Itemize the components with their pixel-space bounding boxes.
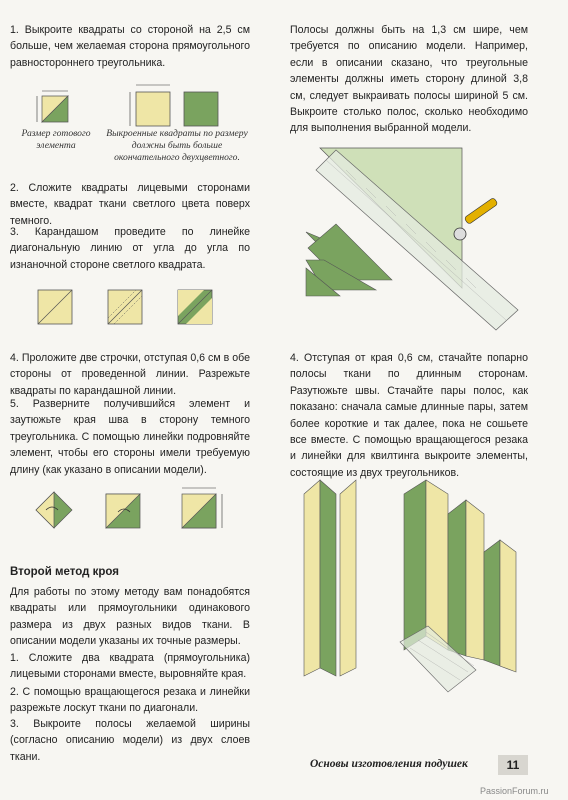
- footer-title: Основы изготовления подушек: [310, 758, 468, 770]
- figure-diagonal-line: [38, 290, 238, 330]
- method2-intro: Для работы по этому методу вам понадобятся квадраты или прямоугольники одинакового размера из двух разных видов ткани. В описании модели указаны их точные размеры.: [10, 586, 250, 648]
- figure-cutting-strips: [296, 140, 526, 330]
- caption-cut: Выкроенные квадраты по размеру должны быть больше окончательного двухцветного.: [106, 128, 248, 163]
- figure-sewn-strips: [300, 480, 530, 710]
- step-4: 4. Проложите две строчки, отступая 0,6 см в обе стороны от проведенной линии. Разрежьте квадраты по карандашной линии.: [10, 352, 250, 397]
- method2-step-2: 2. С помощью вращающегося резака и линейки разрежьте лоскут ткани по диагонали.: [10, 686, 250, 715]
- figure-cut-squares: [130, 88, 230, 128]
- step-5: 5. Разверните получившийся элемент и заутюжьте края шва в сторону темного треугольника. С помощью линейки подровняйте элемент, чтобы его стороны имели требуемую длину (как указано в описании модели).: [10, 398, 250, 476]
- right-paragraph: Полосы должны быть на 1,3 см шире, чем требуется по описанию модели. Например, если в описании сказано, что треугольные элементы должны иметь сторону длиной 3,8 см, следует выкраивать полосы шириной 5 см. Выкроите столько полос, сколько необходимо для выполнения выбранной модели.: [290, 24, 528, 135]
- step-2: 2. Сложите квадраты лицевыми сторонами вместе, квадрат ткани светлого цвета поверх темного.: [10, 182, 250, 227]
- caption-finished: Размер готового элемента: [21, 128, 91, 151]
- step-1: 1. Выкроите квадраты со стороной на 2,5 см больше, чем желаемая сторона прямоугольного равностороннего треугольника.: [10, 24, 250, 69]
- step-3: 3. Карандашом проведите по линейке диагональную линию от угла до угла по изнаночной стороне светлого квадрата.: [10, 226, 250, 271]
- right-step-4: 4. Отступая от края 0,6 см, стачайте попарно полосы ткани по длинным сторонам. Разутюжьте швы. Стачайте пары полос, как показано: сначала самые длинные пары, затем более короткие и так далее, пока не сошьете все вместе. С помощью вращающегося резака и линейки для квилтинга выкроите элементы, состоящие из двух треугольников.: [290, 352, 528, 479]
- figure-pressing: [36, 492, 246, 532]
- watermark: PassionForum.ru: [480, 786, 549, 796]
- section-title: Второй метод кроя: [10, 566, 119, 578]
- page-number: 11: [498, 755, 528, 775]
- method2-step-3: 3. Выкроите полосы желаемой ширины (согласно описанию модели) из двух слоев ткани.: [10, 718, 250, 763]
- figure-finished-square: [42, 96, 72, 126]
- method2-step-1: 1. Сложите два квадрата (прямоугольника) лицевыми сторонами вместе, выровняйте края.: [10, 652, 250, 681]
